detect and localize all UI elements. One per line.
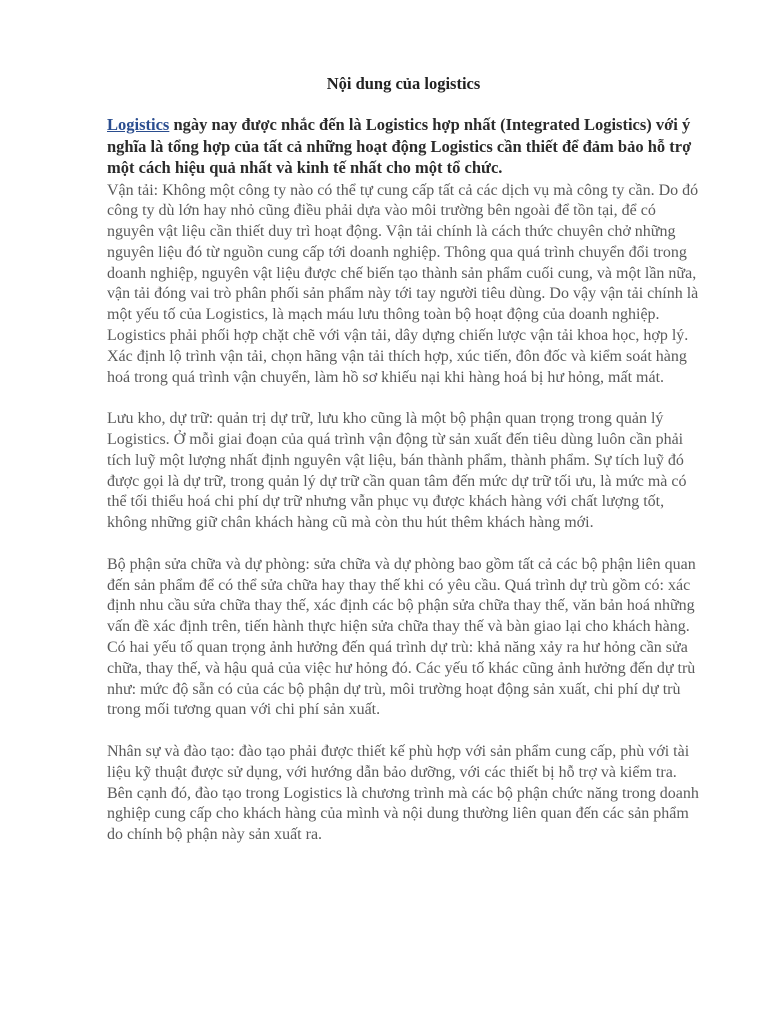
paragraph-storage: Lưu kho, dự trữ: quản trị dự trữ, lưu kho cũng là một bộ phận quan trọng trong quản lý Logistics. Ở mỗi giai đoạn của quá trình vận động từ sản xuất đến tiêu dùng luôn cần phải tích luỹ một lượng nhất định nguyên vật liệu, bán thành phẩm, thành phẩm. Sự tích luỹ đó được gọi là dự trữ, trong quản lý dự trữ cần quan tâm đến mức dự trữ tối ưu, là mức mà có thể tối thiểu hoá chi phí dự trữ nhưng vẫn phục vụ được khách hàng với chất lượng tốt, không những giữ chân khách hàng cũ mà còn thu hút thêm khách hàng mới. xyxy=(107,410,687,532)
paragraph-transport: Vận tải: Không một công ty nào có thể tự cung cấp tất cả các dịch vụ mà công ty cần. Do đó công ty dù lớn hay nhỏ cũng điều phải dựa vào môi trường bên ngoài để tồn tại, để có nguyên vật liệu cần thiết duy trì hoạt động. Vận tải chính là cách thức chuyên chở những nguyên liệu đó từ nguồn cung cấp tới doanh nghiệp. Thông qua quá trình chuyển đổi trong doanh nghiệp, nguyên vật liệu được chế biến tạo thành sản phẩm cuối cung, và một lần nữa, vận tải đóng vai trò phân phối sản phẩm này tới tay người tiêu dùng. Do vậy vận tải chính là một yếu tố của Logistics, là mạch máu lưu thông toàn bộ hoạt động của doanh nghiệp. Logistics phải phối hợp chặt chẽ với vận tải, dây dựng chiến lược vận tải khoa học, hợp lý. Xác định lộ trình vận tải, chọn hãng vận tải thích hợp, xúc tiến, đôn đốc và kiểm soát hàng hoá trong quá trình vận chuyển, làm hồ sơ khiếu nại khi hàng hoá bị hư hỏng, mất mát. xyxy=(107,181,699,386)
intro-text: ngày nay được nhắc đến là Logistics hợp nhất (Integrated Logistics) với ý nghĩa là tổng hợp của tất cả những hoạt động Logistics cần thiết để đảm bảo hỗ trợ một cách hiệu quả nhất và kinh tế nhất cho một tổ chức. xyxy=(107,115,692,177)
logistics-link[interactable]: Logistics xyxy=(107,115,170,134)
intro-paragraph xyxy=(107,114,700,179)
document-title: Nội dung của logistics xyxy=(326,74,481,93)
paragraph-repair: Bộ phận sửa chữa và dự phòng: sửa chữa và dự phòng bao gồm tất cả các bộ phận liên quan đến sản phẩm để có thể sửa chữa hay thay thế khi có yêu cầu. Quá trình dự trù gồm có: xác định nhu cầu sửa chữa thay thế, xác định các bộ phận sửa chữa thay thế, văn bản hoá những vấn đề xác định trên, tiến hành thực hiện sửa chữa thay thế và bàn giao lại cho khách hàng. Có hai yếu tố quan trọng ảnh hưởng đến quá trình dự trù: khả năng xảy ra hư hỏng cần sửa chữa, thay thế, và hậu quả của việc hư hỏng đó. Các yếu tố khác cũng ảnh hưởng đến dự trù như: mức độ sẵn có của các bộ phận dự trù, môi trường hoạt động sản xuất, chi phí dự trù trong mối tương quan với chi phí sản xuất. xyxy=(107,555,696,719)
paragraph-training: Nhân sự và đào tạo: đào tạo phải được thiết kế phù hợp với sản phẩm cung cấp, phù với tài liệu kỹ thuật được sử dụng, với hướng dẫn bảo dưỡng, với các thiết bị hỗ trợ và kiểm tra. Bên cạnh đó, đào tạo trong Logistics là chương trình mà các bộ phận chức năng trong doanh nghiệp cung cấp cho khách hàng của mình và nội dung thường liên quan đến các sản phẩm do chính bộ phận này sản xuất ra. xyxy=(107,743,699,844)
document-page xyxy=(107,0,700,846)
